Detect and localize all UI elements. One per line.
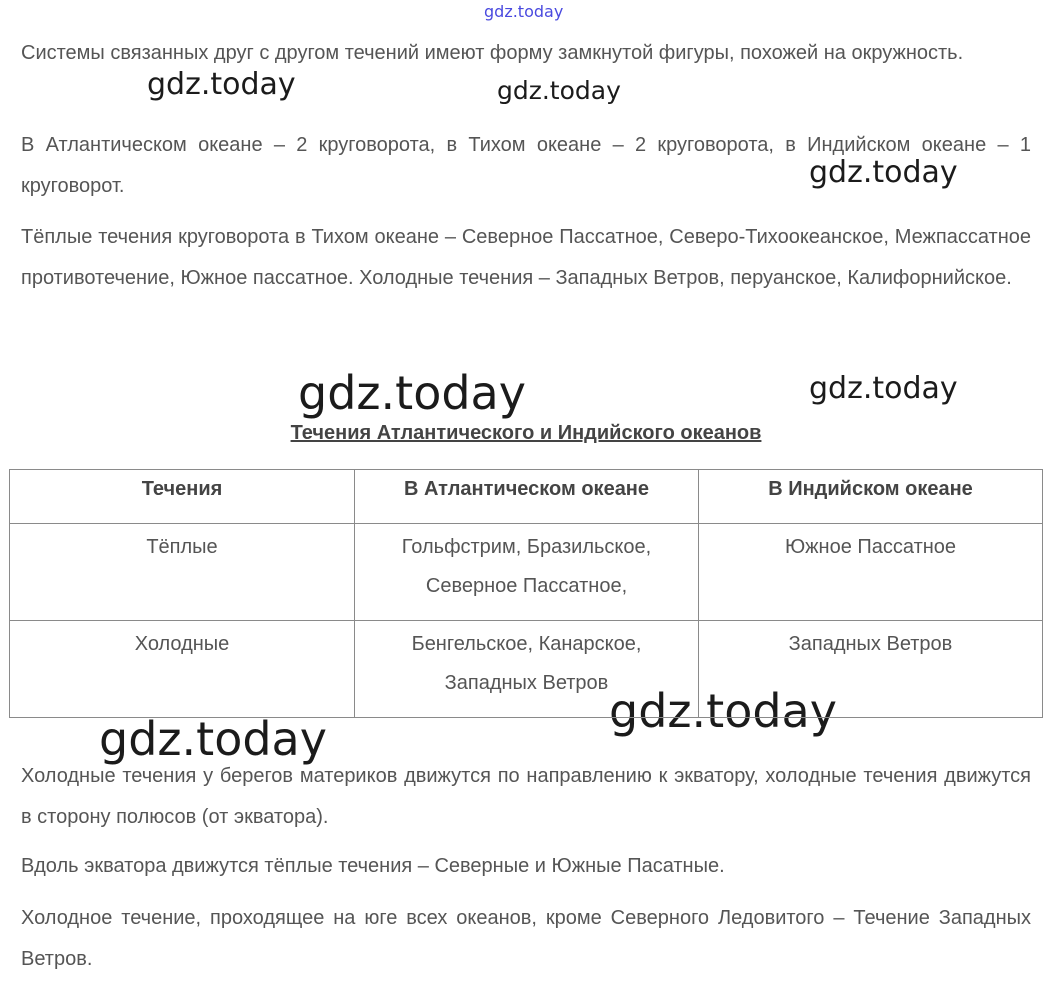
table-title-text: Течения Атлантического и Индийского океанов — [290, 422, 762, 444]
table-title — [0, 422, 1052, 445]
watermark: gdz.today — [809, 371, 958, 406]
paragraph-pacific-currents: Тёплые течения круговорота в Тихом океане – Северное Пассатное, Северо-Тихоокеанское, Межпассатное противотечение, Южное пассатное. Холодные течения – Западных Ветров, перуанское, Калифорнийское. — [21, 226, 1031, 289]
paragraph-equatorial-currents: Вдоль экватора движутся тёплые течения – Северные и Южные Пасатные. — [21, 855, 725, 877]
cell-line: Северное Пассатное, — [425, 575, 628, 597]
paragraph-west-wind-drift: Холодное течение, проходящее на юге всех океанов, кроме Северного Ледовитого – Течение Западных Ветров. — [21, 907, 1031, 970]
column-header-indian: В Индийском океане — [699, 470, 1043, 524]
cell-type: Холодные — [10, 621, 355, 718]
cell-type: Тёплые — [10, 524, 355, 621]
column-header-atlantic: В Атлантическом океане — [355, 470, 699, 524]
cell-indian: Западных Ветров — [699, 621, 1043, 718]
cell-line: Гольфстрим, Бразильское, — [401, 536, 652, 558]
currents-table — [9, 469, 1043, 718]
watermark: gdz.today — [609, 684, 837, 738]
watermark: gdz.today — [147, 67, 296, 102]
watermark-top: gdz.today — [484, 2, 564, 21]
cell-atlantic — [355, 524, 699, 621]
paragraph-gyre-count: В Атлантическом океане – 2 круговорота, в Тихом океане – 2 круговорота, в Индийском океане – 1 круговорот. — [21, 134, 1031, 197]
paragraph-circulation-shape: Системы связанных друг с другом течений имеют форму замкнутой фигуры, похожей на окружность. — [21, 42, 964, 64]
paragraph-coastal-currents: Холодные течения у берегов материков движутся по направлению к экватору, холодные течения движутся в сторону полюсов (от экватора). — [21, 765, 1031, 828]
column-header-type: Течения — [10, 470, 355, 524]
table-row-cold — [10, 621, 1043, 718]
cell-line: Бенгельское, Канарское, — [411, 633, 642, 655]
cell-line: Западных Ветров — [444, 672, 609, 694]
table-row-warm — [10, 524, 1043, 621]
watermark: gdz.today — [99, 712, 327, 766]
cell-indian: Южное Пассатное — [699, 524, 1043, 621]
watermark: gdz.today — [298, 366, 526, 420]
watermark: gdz.today — [809, 155, 958, 190]
watermark: gdz.today — [497, 76, 621, 105]
table-header-row — [10, 470, 1043, 524]
cell-atlantic — [355, 621, 699, 718]
